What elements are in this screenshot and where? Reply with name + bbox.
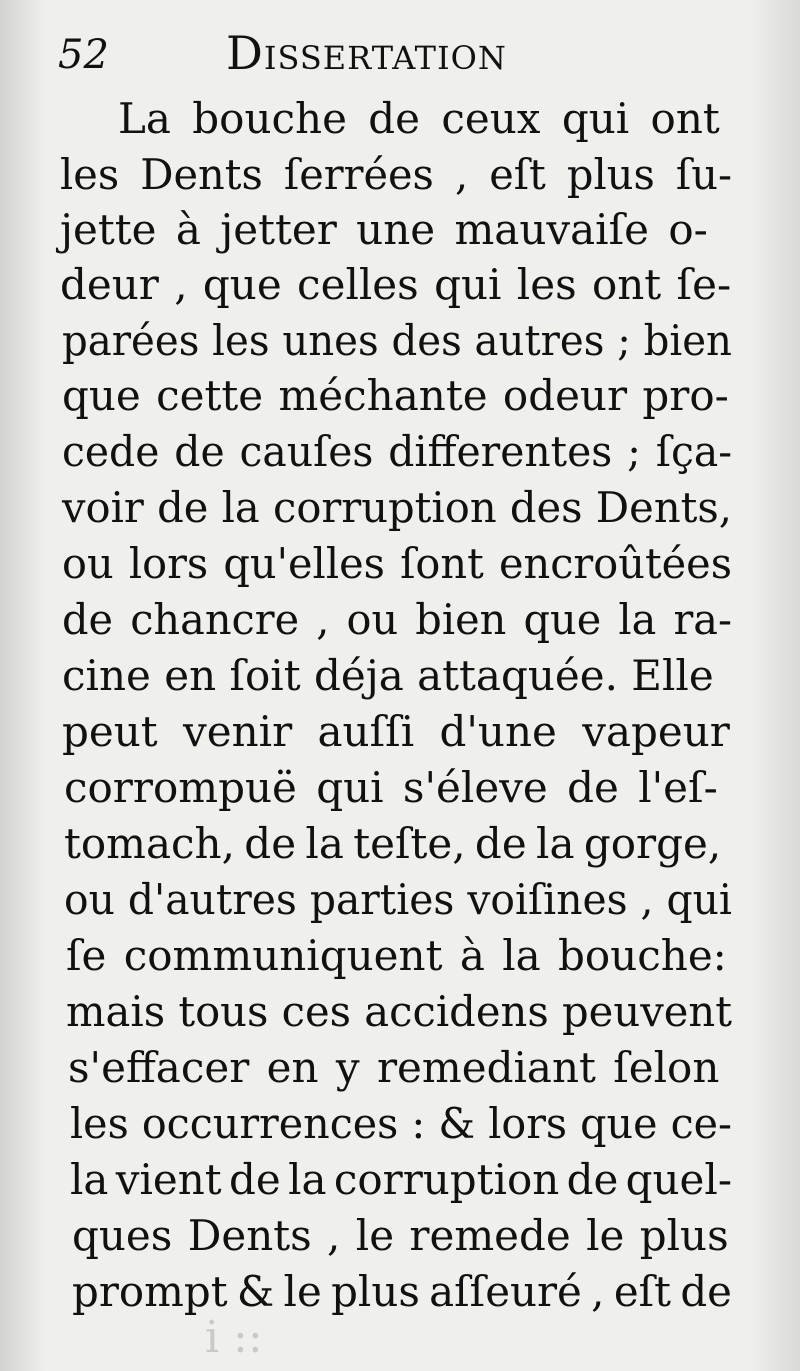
text-line: parées les unes des autres ; bien xyxy=(62,316,732,365)
page-header xyxy=(50,26,750,86)
text-line: corrompuë qui s'éleve de l'eſ- xyxy=(64,763,718,812)
text-line: peut venir auſſi d'une vapeur xyxy=(62,707,730,756)
text-line: ou lors qu'elles ſont encroûtées xyxy=(62,539,732,588)
text-line: ques Dents , le remede le plus xyxy=(72,1211,729,1260)
text-line: La bouche de ceux qui ont xyxy=(118,94,720,143)
text-line: ou d'autres parties voiſines , qui xyxy=(64,875,732,924)
text-line: la vient de la corruption de quel- xyxy=(70,1155,732,1204)
text-line: de chancre , ou bien que la ra- xyxy=(62,595,732,644)
text-line: jette à jetter une mauvaiſe o- xyxy=(60,205,708,254)
page-number: 52 xyxy=(58,32,109,78)
text-line: prompt & le plus aſſeuré , eſt de xyxy=(72,1267,732,1316)
text-line: que cette méchante odeur pro- xyxy=(62,371,729,420)
text-line: cede de cauſes differentes ; ſça- xyxy=(62,427,732,476)
text-line: s'effacer en y remediant ſelon xyxy=(68,1043,720,1092)
text-line: voir de la corruption des Dents, xyxy=(62,483,732,532)
text-line: cine en ſoit déja attaquée. Elle xyxy=(62,651,714,700)
text-line: tomach, de la teſte, de la gorge, xyxy=(64,819,722,868)
text-line: mais tous ces accidens peuvent xyxy=(66,987,732,1036)
text-line: les Dents ſerrées , eſt plus ſu- xyxy=(60,150,732,199)
text-line: ſe communiquent à la bouche: xyxy=(66,931,727,980)
bleed-through-mark: i :: xyxy=(205,1312,263,1363)
text-line: deur , que celles qui les ont ſe- xyxy=(60,260,732,309)
running-title: Dissertation xyxy=(226,26,507,80)
text-line: les occurrences : & lors que ce- xyxy=(70,1099,732,1148)
